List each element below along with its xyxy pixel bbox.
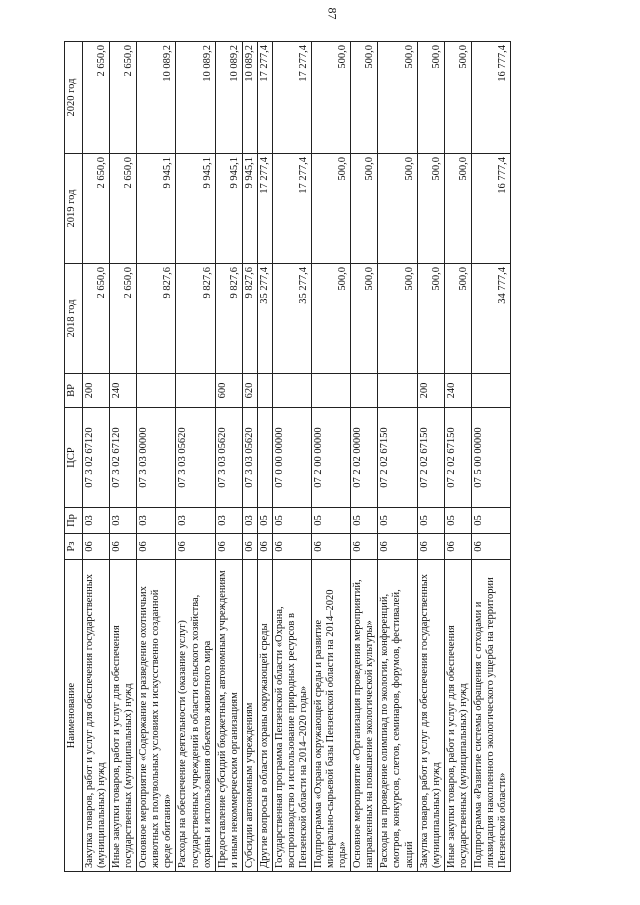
cell-csr: 07 0 00 00000	[272, 408, 311, 508]
cell-2020: 500,0	[444, 42, 471, 154]
table-row	[242, 42, 257, 872]
cell-vr: 600	[215, 374, 242, 408]
header-name: Наименование	[65, 560, 83, 872]
table-row	[215, 42, 242, 872]
cell-vr	[378, 374, 417, 408]
header-2020: 2020 год	[65, 42, 83, 154]
cell-vr: 240	[444, 374, 471, 408]
table-row	[444, 42, 471, 872]
cell-2019: 17 277,4	[257, 154, 272, 264]
cell-csr: 07 3 03 00000	[137, 408, 176, 508]
cell-rz: 06	[471, 534, 510, 560]
cell-name: Субсидии автономным учреждениям	[242, 560, 257, 872]
cell-2018: 2 650,0	[110, 264, 137, 374]
cell-2019: 500,0	[444, 154, 471, 264]
cell-rz: 06	[83, 534, 110, 560]
table-row	[471, 42, 510, 872]
cell-rz: 06	[351, 534, 378, 560]
cell-name: Основное мероприятие «Содержание и разведение охотничьих животных в полувольных условиях и искусственно созданной среде обитания»	[137, 560, 176, 872]
cell-csr: 07 5 00 00000	[471, 408, 510, 508]
header-vr: ВР	[65, 374, 83, 408]
cell-csr: 07 2 00 00000	[312, 408, 351, 508]
cell-2018: 500,0	[312, 264, 351, 374]
cell-2018: 500,0	[351, 264, 378, 374]
table-row	[110, 42, 137, 872]
cell-2019: 9 945,1	[242, 154, 257, 264]
table-row	[83, 42, 110, 872]
page-number: 87	[325, 7, 340, 20]
cell-2019: 9 945,1	[137, 154, 176, 264]
cell-vr	[312, 374, 351, 408]
cell-2019: 500,0	[312, 154, 351, 264]
cell-2020: 500,0	[351, 42, 378, 154]
cell-vr	[351, 374, 378, 408]
cell-2020: 10 089,2	[176, 42, 215, 154]
table-row	[417, 42, 444, 872]
rotated-table-frame	[64, 42, 584, 872]
header-csr: ЦСР	[65, 408, 83, 508]
table-body	[83, 42, 511, 872]
cell-rz: 06	[312, 534, 351, 560]
cell-csr	[257, 408, 272, 508]
cell-name: Иные закупки товаров, работ и услуг для обеспечения государственных (муниципальных) нужд	[110, 560, 137, 872]
budget-table	[64, 41, 511, 872]
cell-name: Государственная программа Пензенской области «Охрана, воспроизводство и использование природных ресурсов в Пензенской области на 2014–2020 годы»	[272, 560, 311, 872]
cell-2018: 9 827,6	[242, 264, 257, 374]
cell-name: Подпрограмма «Охрана окружающей среды и развитие минерально-сырьевой базы Пензенской области на 2014–2020 годы»	[312, 560, 351, 872]
cell-rz: 06	[378, 534, 417, 560]
cell-csr: 07 2 02 67150	[417, 408, 444, 508]
cell-pr: 05	[378, 508, 417, 534]
cell-2020: 10 089,2	[242, 42, 257, 154]
cell-2019: 9 945,1	[176, 154, 215, 264]
cell-csr: 07 2 02 67150	[444, 408, 471, 508]
cell-2020: 10 089,2	[215, 42, 242, 154]
cell-2019: 2 650,0	[110, 154, 137, 264]
cell-vr	[137, 374, 176, 408]
table-row	[257, 42, 272, 872]
cell-2018: 35 277,4	[257, 264, 272, 374]
table-row	[378, 42, 417, 872]
cell-csr: 07 3 03 05620	[176, 408, 215, 508]
cell-name: Подпрограмма «Развитие системы обращения с отходами и ликвидация накопленного экологического ущерба на территории Пензенской области»	[471, 560, 510, 872]
cell-2019: 16 777,4	[471, 154, 510, 264]
cell-vr: 620	[242, 374, 257, 408]
cell-2019: 2 650,0	[83, 154, 110, 264]
cell-2019: 500,0	[417, 154, 444, 264]
cell-2020: 500,0	[312, 42, 351, 154]
cell-pr: 03	[110, 508, 137, 534]
table-row	[351, 42, 378, 872]
cell-rz: 06	[176, 534, 215, 560]
cell-pr: 05	[471, 508, 510, 534]
cell-pr: 03	[83, 508, 110, 534]
cell-rz: 06	[257, 534, 272, 560]
cell-2020: 2 650,0	[83, 42, 110, 154]
cell-pr: 03	[242, 508, 257, 534]
cell-2018: 9 827,6	[176, 264, 215, 374]
cell-name: Закупка товаров, работ и услуг для обеспечения государственных (муниципальных) нужд	[417, 560, 444, 872]
table-row	[137, 42, 176, 872]
cell-pr: 05	[351, 508, 378, 534]
cell-2018: 500,0	[378, 264, 417, 374]
cell-rz: 06	[417, 534, 444, 560]
cell-2020: 17 277,4	[272, 42, 311, 154]
cell-pr: 05	[444, 508, 471, 534]
table-row	[272, 42, 311, 872]
cell-pr: 05	[312, 508, 351, 534]
cell-vr	[257, 374, 272, 408]
cell-vr: 200	[417, 374, 444, 408]
cell-2019: 500,0	[378, 154, 417, 264]
cell-rz: 06	[272, 534, 311, 560]
cell-name: Расходы на проведение олимпиад по экологии, конференций, смотров, конкурсов, слетов, семинаров, форумов, фестивалей, акций	[378, 560, 417, 872]
cell-pr: 05	[272, 508, 311, 534]
cell-rz: 06	[137, 534, 176, 560]
table-row	[312, 42, 351, 872]
cell-csr: 07 3 02 67120	[83, 408, 110, 508]
cell-name: Иные закупки товаров, работ и услуг для обеспечения государственных (муниципальных) нужд	[444, 560, 471, 872]
table-row	[176, 42, 215, 872]
cell-2018: 500,0	[444, 264, 471, 374]
cell-rz: 06	[444, 534, 471, 560]
cell-vr	[272, 374, 311, 408]
rotated-table-container	[64, 42, 584, 872]
header-rz: Рз	[65, 534, 83, 560]
cell-pr: 03	[137, 508, 176, 534]
cell-name: Основное мероприятие «Организация проведения мероприятий, направленных на повышение экологической культуры»	[351, 560, 378, 872]
cell-2020: 2 650,0	[110, 42, 137, 154]
cell-pr: 03	[176, 508, 215, 534]
cell-rz: 06	[215, 534, 242, 560]
cell-2020: 500,0	[417, 42, 444, 154]
cell-2019: 9 945,1	[215, 154, 242, 264]
cell-name: Предоставление субсидий бюджетным, автономным учреждениям и иным некоммерческим организациям	[215, 560, 242, 872]
cell-name: Расходы на обеспечение деятельности (оказание услуг) государственных учреждений в области сельского хозяйства, охраны и использования объектов животного мира	[176, 560, 215, 872]
cell-pr: 05	[417, 508, 444, 534]
cell-pr: 03	[215, 508, 242, 534]
cell-csr: 07 3 02 67120	[110, 408, 137, 508]
cell-2018: 9 827,6	[137, 264, 176, 374]
cell-2018: 2 650,0	[83, 264, 110, 374]
cell-vr	[471, 374, 510, 408]
cell-csr: 07 3 03 05620	[215, 408, 242, 508]
cell-2020: 10 089,2	[137, 42, 176, 154]
cell-csr: 07 2 02 00000	[351, 408, 378, 508]
cell-2019: 500,0	[351, 154, 378, 264]
cell-2018: 9 827,6	[215, 264, 242, 374]
cell-2018: 34 777,4	[471, 264, 510, 374]
cell-vr: 240	[110, 374, 137, 408]
cell-2018: 35 277,4	[272, 264, 311, 374]
header-2018: 2018 год	[65, 264, 83, 374]
cell-2018: 500,0	[417, 264, 444, 374]
cell-vr: 200	[83, 374, 110, 408]
cell-pr: 05	[257, 508, 272, 534]
cell-2020: 16 777,4	[471, 42, 510, 154]
cell-name: Закупка товаров, работ и услуг для обеспечения государственных (муниципальных) нужд	[83, 560, 110, 872]
cell-2020: 500,0	[378, 42, 417, 154]
cell-csr: 07 2 02 67150	[378, 408, 417, 508]
header-2019: 2019 год	[65, 154, 83, 264]
cell-rz: 06	[242, 534, 257, 560]
cell-csr: 07 3 03 05620	[242, 408, 257, 508]
cell-name: Другие вопросы в области охраны окружающей среды	[257, 560, 272, 872]
cell-2019: 17 277,4	[272, 154, 311, 264]
cell-vr	[176, 374, 215, 408]
cell-rz: 06	[110, 534, 137, 560]
header-pr: Пр	[65, 508, 83, 534]
cell-2020: 17 277,4	[257, 42, 272, 154]
table-header-row	[65, 42, 83, 872]
